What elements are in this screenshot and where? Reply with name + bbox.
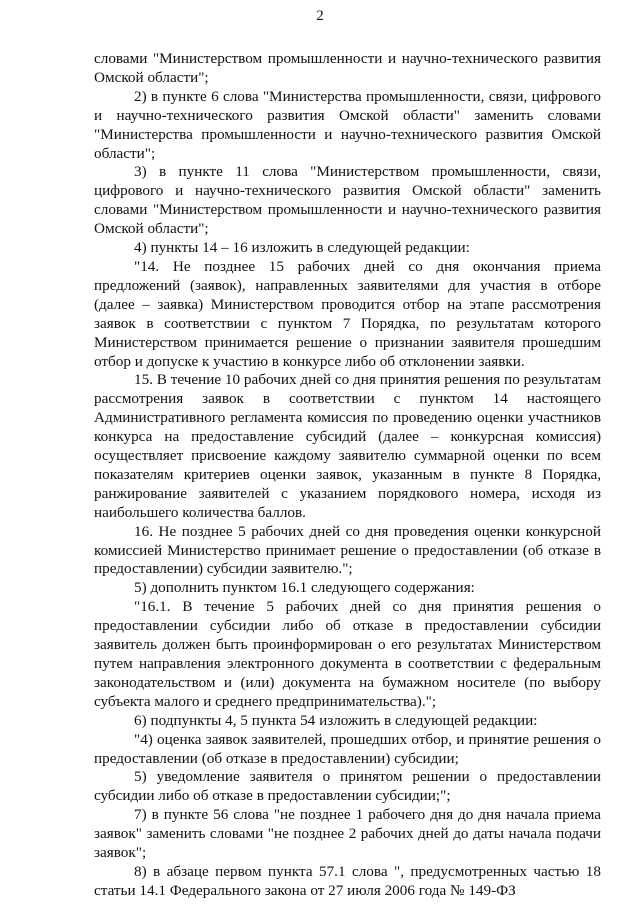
paragraph: 5) уведомление заявителя о принятом решении о предоставлении субсидии либо об отказе в предоставлении субсидии;"; (94, 768, 601, 805)
page-number: 2 (316, 8, 324, 24)
paragraph: 4) пункты 14 – 16 изложить в следующей редакции: (134, 239, 470, 257)
paragraph: 8) в абзаце первом пункта 57.1 слова ", предусмотренных частью 18 статьи 14.1 Федерального закона от 27 июля 2006 года № 149-ФЗ (94, 862, 601, 899)
paragraph: 3) в пункте 11 слова "Министерством промышленности, связи, цифрового и научно-технического развития Омской области" заменить словами "Министерством промышленности и научно-технического развития Омской области"; (94, 163, 601, 238)
paragraph: словами "Министерством промышленности и научно-технического развития Омской области"; (94, 50, 601, 86)
paragraph: 6) подпункты 4, 5 пункта 54 изложить в следующей редакции: (134, 711, 538, 729)
document-body (94, 50, 601, 901)
paragraph: 2) в пункте 6 слова "Министерства промышленности, связи, цифрового и научно-технического развития Омской области" заменить словами "Министерства промышленности и научно-технического развития Омской области"; (94, 87, 601, 162)
paragraph: "14. Не позднее 15 рабочих дней со дня окончания приема предложений (заявок), направленных заявителями для участия в отборе (далее – заявка) Министерством проводится отбор на этапе рассмотрения заявок в соответствии с пунктом 7 Порядка, по результатам которого Министерством принимается решение о признании заявителя прошедшим отбор и допуске к участию в конкурсе либо об отклонении заявки. (94, 257, 601, 370)
paragraph: 7) в пункте 56 слова "не позднее 1 рабочего дня до дня начала приема заявок" заменить словами "не позднее 2 рабочих дней до даты начала подачи заявок"; (94, 806, 601, 862)
paragraph: 15. В течение 10 рабочих дней со дня принятия решения по результатам рассмотрения заявок в соответствии с пунктом 14 настоящего Административного регламента комиссия по проведению оценки участников конкурса на предоставление субсидий (далее – конкурсная комиссия) осуществляет присвоение каждому заявителю суммарной оценки по всем показателям критериев оценки заявок, указанным в пункте 8 Порядка, ранжирование заявителей с указанием порядкового номера, исходя из наибольшего количества баллов. (94, 371, 601, 521)
paragraph: "16.1. В течение 5 рабочих дней со дня принятия решения о предоставлении субсидии либо об отказе в предоставлении субсидии заявитель должен быть проинформирован о его результатах Министерством путем направления электронного документа в соответствии с федеральным законодательством и (или) документа на бумажном носителе (по выбору субъекта малого и среднего предпринимательства)."; (94, 598, 601, 710)
paragraph: 5) дополнить пунктом 16.1 следующего содержания: (134, 579, 475, 597)
paragraph: "4) оценка заявок заявителей, прошедших отбор, и принятие решения о предоставлении (об отказе в предоставлении) субсидии; (94, 730, 601, 767)
paragraph: 16. Не позднее 5 рабочих дней со дня проведения оценки конкурсной комиссией Министерство принимает решение о предоставлении (об отказе в предоставлении) субсидии заявителю."; (94, 522, 601, 578)
